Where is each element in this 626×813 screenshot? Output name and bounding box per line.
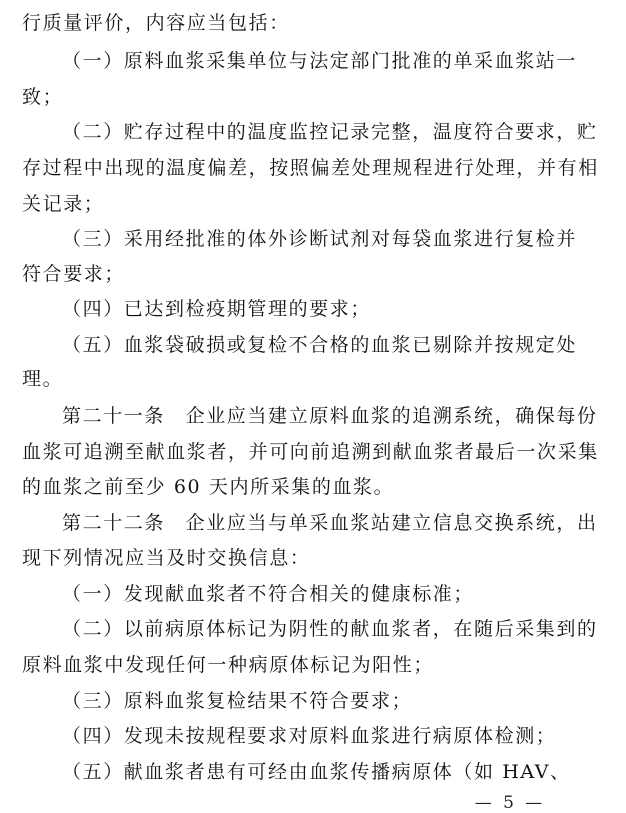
text-line: （一）发现献血浆者不符合相关的健康标准； bbox=[62, 583, 475, 605]
text-line: 关记录； bbox=[22, 193, 105, 215]
text-line: （一）原料血浆采集单位与法定部门批准的单采血浆站一 bbox=[62, 50, 578, 72]
page-number: — 5 — bbox=[474, 793, 546, 813]
text-line: 原料血浆中发现任何一种病原体标记为阳性； bbox=[22, 654, 435, 676]
text-line: （四）发现未按规程要求对原料血浆进行病原体检测； bbox=[62, 725, 557, 747]
text-line: 致； bbox=[22, 86, 64, 108]
text-line: 行质量评价，内容应当包括： bbox=[22, 12, 290, 34]
text-line: （五）血浆袋破损或复检不合格的血浆已剔除并按规定处 bbox=[62, 334, 578, 356]
text-line: 的血浆之前至少 60 天内所采集的血浆。 bbox=[22, 476, 395, 498]
text-line: 血浆可追溯至献血浆者，并可向前追溯到献血浆者最后一次采集 bbox=[22, 441, 599, 463]
article-21-heading-line: 第二十一条 企业应当建立原料血浆的追溯系统，确保每份 bbox=[62, 405, 598, 427]
text-line: 理。 bbox=[22, 368, 64, 390]
text-line: （五）献血浆者患有可经由血浆传播病原体（如 HAV、 bbox=[62, 761, 571, 783]
text-line: （二）以前病原体标记为阴性的献血浆者，在随后采集到的 bbox=[62, 618, 598, 640]
text-line: （二）贮存过程中的温度监控记录完整，温度符合要求，贮 bbox=[62, 121, 598, 143]
text-line: （三）采用经批准的体外诊断试剂对每袋血浆进行复检并 bbox=[62, 228, 578, 250]
text-line: （三）原料血浆复检结果不符合要求； bbox=[62, 690, 413, 712]
text-line: 现下列情况应当及时交换信息： bbox=[22, 547, 311, 569]
article-22-heading-line: 第二十二条 企业应当与单采血浆站建立信息交换系统，出 bbox=[62, 512, 598, 534]
text-line: 存过程中出现的温度偏差，按照偏差处理规程进行处理，并有相 bbox=[22, 157, 599, 179]
text-line: （四）已达到检疫期管理的要求； bbox=[62, 298, 372, 320]
text-line: 符合要求； bbox=[22, 263, 126, 285]
